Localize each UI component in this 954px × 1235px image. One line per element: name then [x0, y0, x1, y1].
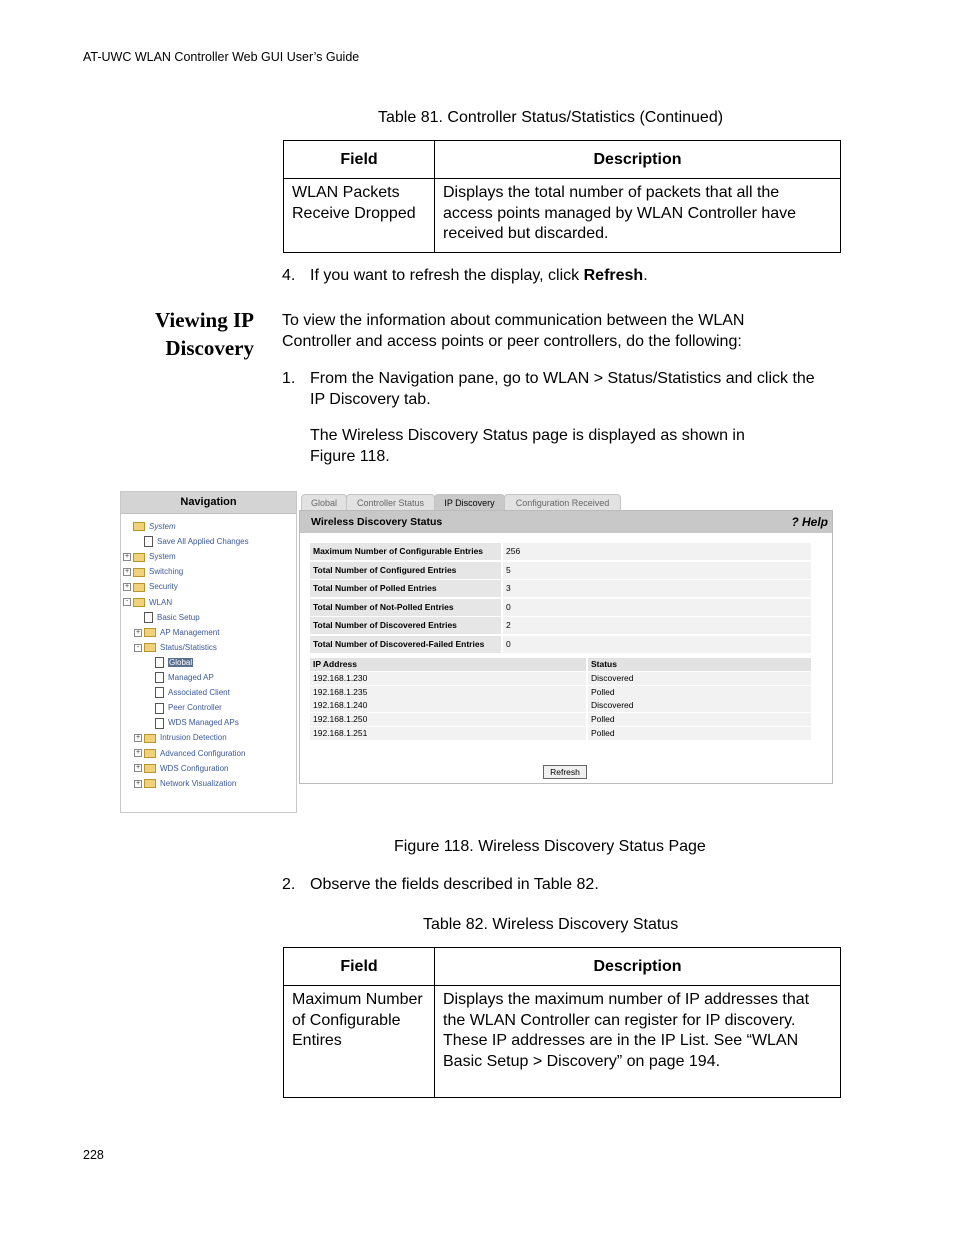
stat-value: 0 [503, 599, 811, 616]
table81-header-field: Field [284, 141, 435, 179]
table82-caption: Table 82. Wireless Discovery Status [423, 916, 679, 933]
nav-tree-label: System [149, 522, 176, 531]
ip-address-cell: 192.168.1.251 [310, 727, 586, 740]
step-1-text: From the Navigation pane, go to WLAN > Status/Statistics and click the IP Discovery tab. [310, 370, 815, 408]
navigation-title: Navigation [121, 492, 296, 514]
table-row [310, 543, 811, 562]
nav-tree-item[interactable] [134, 747, 245, 761]
stat-label: Total Number of Discovered-Failed Entries [310, 636, 501, 653]
stat-value: 3 [503, 580, 811, 597]
expand-icon[interactable]: + [135, 764, 141, 772]
folder-icon [144, 734, 156, 743]
ip-table-header [310, 658, 811, 672]
stat-value: 256 [503, 543, 811, 560]
folder-icon [144, 764, 156, 773]
status-panel [299, 510, 833, 784]
nav-tree-label: Associated Client [168, 688, 230, 698]
folder-icon [144, 628, 156, 637]
section-heading: Viewing IP Discovery [155, 308, 254, 360]
page-icon [155, 672, 164, 683]
status-cell: Discovered [588, 699, 811, 712]
step-2 [282, 875, 842, 897]
stat-value: 5 [503, 562, 811, 579]
status-cell: Polled [588, 713, 811, 726]
page-icon [155, 657, 164, 668]
nav-tree-label: WDS Managed APs [168, 718, 239, 728]
nav-tree-label: Security [149, 582, 178, 592]
panel-title-bar [300, 511, 832, 533]
status-cell: Discovered [588, 672, 811, 685]
wireless-discovery-figure [120, 491, 832, 813]
page-icon [155, 687, 164, 698]
folder-icon [133, 568, 145, 577]
nav-tree-item[interactable] [123, 520, 176, 534]
expand-icon[interactable]: + [135, 749, 141, 757]
nav-tree-item[interactable] [123, 580, 178, 594]
folder-icon [133, 553, 145, 562]
nav-tree-item[interactable] [123, 596, 172, 610]
nav-tree-label: Managed AP [168, 673, 214, 682]
table81-field-cell: WLAN Packets Receive Dropped [284, 179, 435, 253]
nav-tree-label: Basic Setup [157, 612, 200, 622]
folder-icon [144, 779, 156, 788]
ip-address-cell: 192.168.1.250 [310, 713, 586, 726]
nav-tree-label: Status/Statistics [160, 642, 217, 652]
tab-controller-status[interactable]: Controller Status [346, 494, 435, 511]
nav-tree-item[interactable] [134, 777, 236, 791]
ip-address-cell: 192.168.1.230 [310, 672, 586, 685]
nav-tree-item[interactable] [145, 686, 230, 700]
expand-icon[interactable]: + [124, 553, 130, 561]
tab-global[interactable]: Global [301, 494, 347, 511]
step-1-number: 1. [282, 370, 296, 387]
table81 [283, 140, 841, 253]
folder-icon [133, 522, 145, 531]
table-row [310, 686, 811, 700]
table82-header-description: Description [435, 948, 841, 986]
table-row [310, 699, 811, 713]
nav-tree-item[interactable] [145, 671, 214, 685]
expand-icon[interactable]: + [135, 628, 141, 636]
table-row [310, 727, 811, 741]
nav-tree-label: Peer Controller [168, 703, 222, 713]
nav-tree-label: System [149, 552, 176, 562]
stat-label: Total Number of Configured Entries [310, 562, 501, 579]
status-cell: Polled [588, 686, 811, 699]
expand-icon[interactable]: + [124, 583, 130, 591]
nav-tree-label: WDS Configuration [160, 763, 229, 773]
refresh-button[interactable]: Refresh [543, 765, 587, 779]
section-intro: To view the information about communication between the WLAN Controller and access points or peer controllers, do the following: [282, 312, 745, 350]
nav-tree-item[interactable] [134, 731, 227, 745]
table-row [284, 986, 841, 1098]
table81-desc-cell: Displays the total number of packets that all the access points managed by WLAN Controller have received but discarded. [435, 179, 841, 253]
stat-label: Total Number of Discovered Entries [310, 617, 501, 634]
step-1-note: The Wireless Discovery Status page is displayed as shown in Figure 118. [310, 427, 745, 465]
figure-caption: Figure 118. Wireless Discovery Status Page [394, 838, 706, 855]
step-2-number: 2. [282, 876, 296, 893]
page-number: 228 [83, 1148, 104, 1162]
folder-icon [144, 643, 156, 652]
nav-tree-item[interactable] [134, 641, 217, 655]
page-icon [155, 703, 164, 714]
folder-icon [133, 598, 145, 607]
page-icon [144, 612, 153, 623]
table-row [310, 672, 811, 686]
nav-tree-label: AP Management [160, 627, 220, 637]
nav-tree-item[interactable] [145, 716, 239, 730]
table-row [310, 562, 811, 581]
nav-tree-item[interactable] [134, 626, 219, 640]
nav-tree-item[interactable] [123, 550, 176, 564]
expand-icon[interactable]: + [124, 568, 130, 576]
table82-header-field: Field [284, 948, 435, 986]
ip-address-cell: 192.168.1.240 [310, 699, 586, 712]
ip-address-cell: 192.168.1.235 [310, 686, 586, 699]
nav-tree-label: Switching [149, 567, 184, 577]
ip-list-table [310, 658, 811, 741]
stat-value: 2 [503, 617, 811, 634]
nav-tree-label: Advanced Configuration [160, 748, 246, 758]
stat-value: 0 [503, 636, 811, 653]
navigation-pane [120, 491, 297, 813]
help-link[interactable]: ? Help [791, 515, 828, 529]
folder-icon [133, 583, 145, 592]
nav-tree-item[interactable] [123, 565, 183, 579]
folder-icon [144, 749, 156, 758]
nav-tree-label: WLAN [149, 597, 173, 607]
collapse-icon[interactable]: - [134, 644, 142, 652]
table-row [310, 617, 811, 636]
step-1 [282, 369, 842, 413]
nav-tree-label: Save All Applied Changes [157, 537, 249, 547]
tab-configuration-received[interactable]: Configuration Received [504, 494, 621, 511]
collapse-icon[interactable]: - [123, 598, 131, 606]
stat-label: Total Number of Not-Polled Entries [310, 599, 501, 616]
table-row [310, 599, 811, 618]
status-cell: Polled [588, 727, 811, 740]
nav-tree-label: Global [169, 657, 193, 667]
stats-table [310, 543, 811, 654]
table-row [310, 713, 811, 727]
table81-caption: Table 81. Controller Status/Statistics (Continued) [378, 109, 724, 126]
stat-label: Total Number of Polled Entries [310, 580, 501, 597]
step-4-number: 4. [282, 267, 296, 284]
nav-tree-label: Network Visualization [160, 778, 237, 788]
stat-label: Maximum Number of Configurable Entries [310, 543, 501, 560]
nav-tree-item[interactable] [145, 656, 193, 670]
table82-field-cell: Maximum Number of Configurable Entires [284, 986, 435, 1098]
expand-icon[interactable]: + [135, 734, 141, 742]
tab-ip-discovery[interactable]: IP Discovery [434, 494, 505, 511]
table-row [284, 179, 841, 253]
table82-desc-cell: Displays the maximum number of IP addresses that the WLAN Controller can register for IP discovery. These IP addresses are in the IP List. See “WLAN Basic Setup > Discovery” on page 194. [435, 986, 841, 1098]
ip-address-cell: IP Address [310, 658, 586, 671]
table-row [310, 580, 811, 599]
running-header: AT-UWC WLAN Controller Web GUI User’s Guide [83, 50, 360, 64]
expand-icon[interactable]: + [135, 779, 141, 787]
table82 [283, 947, 841, 1098]
page-icon [155, 718, 164, 729]
nav-tree-item[interactable] [145, 701, 222, 715]
step-2-text: Observe the fields described in Table 82. [310, 876, 599, 893]
table81-header-description: Description [435, 141, 841, 179]
nav-tree-item[interactable] [134, 611, 200, 625]
nav-tree-item[interactable] [134, 535, 249, 549]
table-row [310, 636, 811, 655]
nav-tree-label: Intrusion Detection [160, 733, 227, 743]
page-icon [144, 536, 153, 547]
status-cell: Status [588, 658, 811, 671]
step-4-text: If you want to refresh the display, click Refresh. [310, 267, 648, 284]
panel-title: Wireless Discovery Status [311, 516, 443, 528]
step-4 [282, 266, 842, 288]
nav-tree-item[interactable] [134, 762, 228, 776]
